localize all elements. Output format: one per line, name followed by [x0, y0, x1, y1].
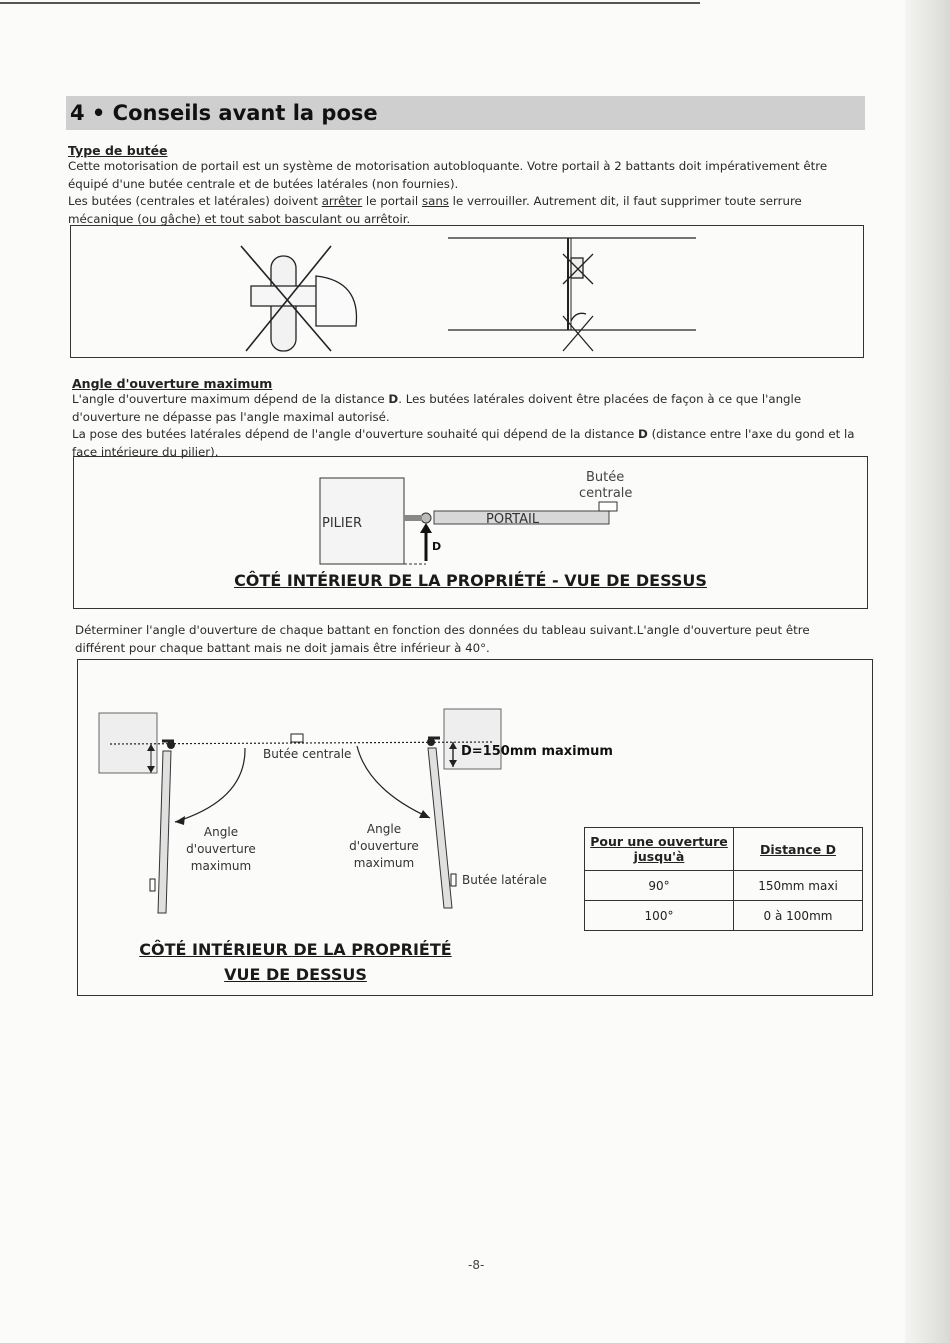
angle-text [72, 391, 857, 461]
central-stop-block [291, 734, 303, 742]
distance-d-bold: D [388, 392, 399, 406]
left-leaf-open [158, 751, 171, 913]
lateral-stop-label: Butée latérale [462, 873, 547, 887]
left-lateral-stop [150, 879, 155, 891]
table-header-distance: Distance D [734, 828, 863, 871]
right-angle-label-2: d'ouverture [349, 839, 419, 853]
pilier-portail-figure [73, 456, 868, 609]
right-lateral-stop [451, 874, 456, 886]
left-angle-label-2: d'ouverture [186, 842, 256, 856]
butee-type-text [68, 158, 852, 228]
text-run: Les butées (centrales et latérales) doivent [68, 194, 322, 208]
text-run: le verrouiller. Autrement dit, il faut supprimer toute serrure mécanique (ou gâche) et tout sabot basculant ou arrêtoir. [68, 194, 802, 226]
butee-type-heading: Type de butée [68, 143, 168, 158]
sabot-basculant-illustration [241, 246, 357, 351]
table-header-opening: Pour une ouverture jusqu'à [585, 828, 734, 871]
left-angle-label-1: Angle [203, 825, 239, 839]
page-number: -8- [468, 1258, 485, 1272]
left-swing-arc [175, 748, 245, 822]
left-swing-arrow [175, 816, 185, 825]
d-arrow-head [420, 523, 432, 533]
angle-heading: Angle d'ouverture maximum [72, 376, 273, 391]
text-run: L'angle d'ouverture maximum dépend de la distance [72, 392, 389, 406]
butee-type-paragraph-2 [68, 193, 852, 228]
table-cell-angle: 90° [585, 871, 734, 901]
text-run: le portail [362, 194, 422, 208]
emphasis-arreter: arrêter [321, 194, 363, 208]
forbidden-devices-drawing [71, 226, 863, 357]
gond-pivot [421, 513, 431, 523]
gache-illustration [448, 238, 696, 351]
figure-caption-top-view: CÔTÉ INTÉRIEUR DE LA PROPRIÉTÉ - VUE DE DESSUS [234, 571, 707, 590]
angle-paragraph-1 [72, 391, 857, 426]
double-gate-figure [77, 659, 873, 996]
text-run: La pose des butées latérales dépend de l'angle d'ouverture souhaité qui dépend de la distance [72, 427, 639, 441]
table-header-row [585, 828, 863, 871]
left-angle-label-3: maximum [190, 859, 252, 873]
text-run: . Les butées latérales doivent être placées de façon à ce que l'angle d'ouverture ne dépasse pas l'angle maximal autorisé. [72, 392, 802, 424]
distance-d-bold: D [638, 427, 648, 441]
d-max-label: D=150mm maximum [461, 744, 613, 759]
page-edge-shadow [905, 0, 950, 1343]
figure-caption-line-1: CÔTÉ INTÉRIEUR DE LA PROPRIÉTÉ [139, 940, 452, 959]
angle-determination-text: Déterminer l'angle d'ouverture de chaque battant en fonction des données du tableau suivant.L'angle d'ouverture peut être différent pour chaque battant mais ne doit jamais être inférieur à 40°. [75, 623, 810, 655]
distance-table [584, 827, 863, 931]
right-angle-label-3: maximum [353, 856, 415, 870]
right-swing-arc [357, 746, 430, 818]
figure-caption-line-2: VUE DE DESSUS [224, 965, 367, 984]
table-row [585, 871, 863, 901]
d-label: D [432, 540, 442, 553]
emphasis-sans: sans [421, 194, 449, 208]
hinge-bracket [404, 515, 422, 521]
forbidden-devices-figure [70, 225, 864, 358]
left-pillar [99, 713, 157, 773]
table-cell-distance: 0 à 100mm [734, 901, 863, 931]
table-cell-angle: 100° [585, 901, 734, 931]
butee-type-paragraph-1: Cette motorisation de portail est un système de motorisation autobloquante. Votre portail à 2 battants doit impérativement être équipé d'une butée centrale et de butées latérales (non fournies). [68, 159, 828, 191]
right-leaf-open [428, 748, 452, 908]
butee-centrale-label-1: Butée [586, 470, 625, 485]
text-run: (distance entre l'axe du gond et la face intérieure du pilier). [72, 427, 855, 459]
table-row [585, 901, 863, 931]
central-stop-label: Butée centrale [263, 747, 352, 761]
table-cell-distance: 150mm maxi [734, 871, 863, 901]
butee-centrale-label-2: centrale [579, 486, 633, 501]
portail-label: PORTAIL [486, 512, 540, 527]
top-edge-line [0, 2, 700, 4]
butee-centrale-block [599, 502, 617, 511]
right-angle-label-1: Angle [366, 822, 402, 836]
section-title: 4 • Conseils avant la pose [70, 101, 378, 125]
pilier-label: PILIER [322, 516, 362, 531]
